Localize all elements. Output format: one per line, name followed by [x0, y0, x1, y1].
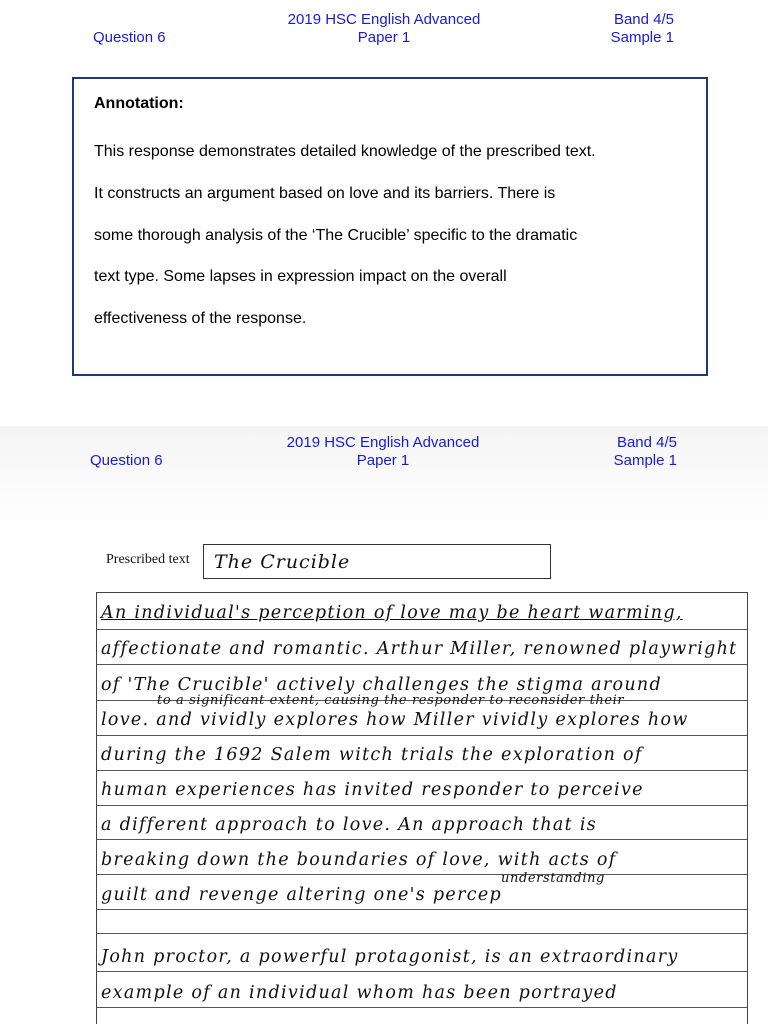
page1-sample-label: Sample 1 — [610, 29, 674, 46]
page1-exam-title-line1: 2019 HSC English Advanced — [287, 11, 481, 28]
page2-band-sample — [577, 434, 677, 470]
annotation-box — [72, 77, 708, 376]
ruled-line — [97, 971, 747, 972]
handwritten-line: love. and vividly explores how Miller vividly explores how — [101, 710, 689, 730]
handwritten-line: affectionate and romantic. Arthur Miller, renowned playwright — [101, 639, 738, 659]
page2-exam-title-line1: 2019 HSC English Advanced — [286, 434, 480, 451]
prescribed-text-label: Prescribed text — [106, 552, 190, 567]
handwritten-insertion: to a significant extent, causing the responder to reconsider their — [157, 693, 625, 708]
handwritten-line: human experiences has invited responder to perceive — [101, 780, 644, 800]
page2-exam-title-line2: Paper 1 — [356, 452, 410, 469]
ruled-line — [97, 839, 747, 840]
page2-exam-title — [233, 434, 533, 470]
ruled-line — [97, 735, 747, 736]
handwritten-response-area — [96, 592, 748, 1024]
annotation-line: This response demonstrates detailed knowledge of the prescribed text. — [94, 143, 596, 160]
page1-question-label: Question 6 — [93, 29, 166, 46]
handwritten-line: John proctor, a powerful protagonist, is an extraordinary — [101, 947, 679, 967]
page1-band-label: Band 4/5 — [613, 11, 674, 28]
handwritten-line: example of an individual whom has been portrayed — [101, 983, 618, 1003]
prescribed-text-box — [203, 544, 551, 579]
annotation-line: text type. Some lapses in expression impact on the overall — [94, 268, 507, 285]
annotation-line: some thorough analysis of the ‘The Crucible’ specific to the dramatic — [94, 227, 578, 244]
handwritten-line: of 'The Crucible' actively challenges the stigma around — [101, 675, 662, 695]
annotation-heading: Annotation: — [94, 95, 184, 112]
handwritten-insertion: understanding — [501, 871, 605, 886]
ruled-line — [97, 770, 747, 771]
annotation-line: It constructs an argument based on love and its barriers. There is — [94, 185, 556, 202]
ruled-line — [97, 909, 747, 910]
page2-band-label: Band 4/5 — [616, 434, 677, 451]
ruled-line — [97, 874, 747, 875]
handwritten-line: An individual's perception of love may be heart warming, — [101, 603, 683, 623]
handwritten-line: breaking down the boundaries of love, with acts of — [101, 850, 617, 870]
prescribed-text-value: The Crucible — [214, 551, 351, 573]
ruled-line — [97, 933, 747, 934]
page2-question-label: Question 6 — [90, 452, 163, 469]
ruled-line — [97, 805, 747, 806]
handwritten-line: during the 1692 Salem witch trials the exploration of — [101, 745, 643, 765]
page2-sample-label: Sample 1 — [613, 452, 677, 469]
ruled-line — [97, 629, 747, 630]
ruled-line — [97, 1007, 747, 1008]
page1-exam-title — [234, 11, 534, 47]
handwritten-line: guilt and revenge altering one's percep — [101, 885, 503, 905]
page1-band-sample — [574, 11, 674, 47]
annotation-line: effectiveness of the response. — [94, 310, 307, 327]
handwritten-line: a different approach to love. An approach that is — [101, 815, 598, 835]
page1-exam-title-line2: Paper 1 — [357, 29, 411, 46]
ruled-line — [97, 664, 747, 665]
